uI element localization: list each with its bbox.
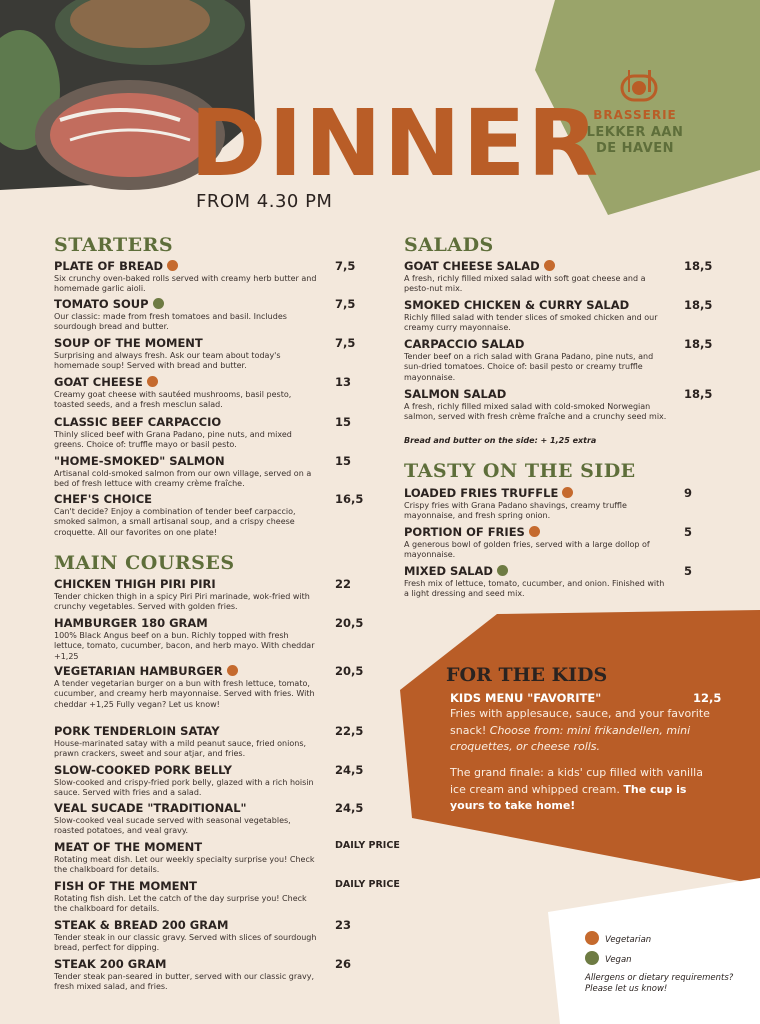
vegetarian-icon: [167, 260, 178, 271]
menu-item-name: MIXED SALAD: [404, 564, 734, 578]
menu-item-name: PORTION OF FRIES: [404, 525, 734, 539]
menu-item-name: STEAK & BREAD 200 GRAM: [54, 918, 229, 932]
menu-item-price: 7,5: [335, 297, 356, 311]
menu-item-name: GOAT CHEESE SALAD: [404, 259, 734, 273]
menu-item-price: 26: [335, 957, 352, 971]
salads-title: SALADS: [404, 234, 494, 256]
vegetarian-icon: [227, 665, 238, 676]
menu-item-description: Surprising and always fresh. Ask our team about today's homemade soup! Served with bread and butter.: [54, 351, 281, 371]
menu-item-price: 24,5: [335, 801, 364, 815]
menu-item-description: Artisanal cold-smoked salmon from our own village, served on a bed of fresh lettuce with creamy crème fraîche.: [54, 469, 312, 489]
kids-item-name: KIDS MENU "FAVORITE": [450, 691, 602, 705]
menu-item-name: SOUP OF THE MOMENT: [54, 336, 203, 350]
kids-item-price: 12,5: [693, 691, 722, 705]
menu-item-name: HAMBURGER 180 GRAM: [54, 616, 208, 630]
side-title: TASTY ON THE SIDE: [404, 460, 636, 482]
page-subtitle: FROM 4.30 PM: [196, 191, 333, 212]
menu-item-price: 15: [335, 454, 352, 468]
menu-item-price: 18,5: [684, 337, 713, 351]
menu-item-price: 20,5: [335, 616, 364, 630]
menu-item-name: "HOME-SMOKED" SALMON: [54, 454, 225, 468]
menu-item-name: LOADED FRIES TRUFFLE: [404, 486, 734, 500]
menu-item-description: Richly filled salad with tender slices of smoked chicken and our creamy curry mayonnaise.: [404, 313, 658, 333]
vegan-icon: [153, 298, 164, 309]
menu-item-description: Tender beef on a rich salad with Grana Padano, pine nuts, and sun-dried tomatoes. Choice of: basil pesto or creamy truffle mayonnaise.: [404, 352, 654, 382]
kids-text2-bold: The cup is yours to take home!: [450, 782, 687, 812]
menu-item-description: Thinly sliced beef with Grana Padano, pine nuts, and mixed greens. Choice of: truffle mayo or basil pesto.: [54, 430, 292, 450]
vegetarian-icon: [544, 260, 555, 271]
vegan-icon: [585, 951, 599, 965]
menu-item-description: 100% Black Angus beef on a bun. Richly topped with fresh lettuce, tomato, cucumber, bacon, and herb mayo. With cheddar +1,25: [54, 631, 315, 661]
kids-text2: The grand finale: a kids' cup filled with vanilla ice cream and whipped cream.: [450, 766, 703, 796]
vegetarian-icon: [562, 487, 573, 498]
menu-item-price: 22,5: [335, 724, 364, 738]
menu-item-price: 7,5: [335, 259, 356, 273]
menu-item-price: 24,5: [335, 763, 364, 777]
menu-item-name: STEAK 200 GRAM: [54, 957, 167, 971]
kids-title: FOR THE KIDS: [446, 664, 608, 686]
kids-text1: Fries with applesauce, sauce, and your favorite snack!: [450, 707, 710, 737]
menu-item-name: SLOW-COOKED PORK BELLY: [54, 763, 233, 777]
menu-item-description: Fresh mix of lettuce, tomato, cucumber, and onion. Finished with a light dressing and seed mix.: [404, 579, 665, 599]
vegetarian-icon: [585, 931, 599, 945]
brand-block: [560, 108, 710, 158]
menu-item-price: 23: [335, 918, 352, 932]
menu-item-name: SALMON SALAD: [404, 387, 507, 401]
menu-item-name: MEAT OF THE MOMENT: [54, 840, 203, 854]
menu-item-name: GOAT CHEESE: [54, 375, 384, 389]
menu-item-price: 5: [684, 525, 693, 539]
menu-item-name: CARPACCIO SALAD: [404, 337, 525, 351]
menu-item-name: CHICKEN THIGH PIRI PIRI: [54, 577, 216, 591]
menu-item-price: 15: [335, 415, 352, 429]
kids-description: [450, 706, 712, 756]
brand-line3: DE HAVEN: [595, 141, 675, 157]
menu-item-price: 18,5: [684, 259, 713, 273]
legend-vegetarian: [585, 931, 651, 945]
legend-vegan-label: Vegan: [605, 955, 632, 965]
menu-item-description: A fresh, richly filled mixed salad with cold-smoked Norwegian salmon, served with fresh crème fraîche and a crunchy seed mix.: [404, 402, 667, 422]
menu-item-price: 18,5: [684, 387, 713, 401]
menu-item-description: Slow-cooked veal sucade served with seasonal vegetables, roasted potatoes, and veal gravy.: [54, 816, 291, 836]
legend-vegetarian-label: Vegetarian: [605, 935, 652, 945]
fork-knife-logo-icon: [618, 70, 660, 102]
menu-item-price: 16,5: [335, 492, 364, 506]
vegetarian-icon: [147, 376, 158, 387]
menu-item-price: 5: [684, 564, 693, 578]
menu-item-description: A generous bowl of golden fries, served with a large dollop of mayonnaise.: [404, 540, 650, 560]
page-title: DINNER: [190, 90, 601, 197]
menu-item-name: CLASSIC BEEF CARPACCIO: [54, 415, 222, 429]
starters-title: STARTERS: [54, 234, 174, 256]
menu-item-description: Our classic: made from fresh tomatoes and basil. Includes sourdough bread and butter.: [54, 312, 287, 332]
main-courses-title: MAIN COURSES: [54, 552, 235, 574]
menu-item-description: Tender steak in our classic gravy. Served with slices of sourdough bread, perfect for dipping.: [54, 933, 317, 953]
menu-item-description: House-marinated satay with a mild peanut sauce, fried onions, prawn crackers, sweet and sour atjar, and fries.: [54, 739, 307, 759]
menu-item-name: CHEF'S CHOICE: [54, 492, 152, 506]
allergy-note: Allergens or dietary requirements? Please let us know!: [585, 973, 734, 995]
menu-item-price: DAILY PRICE: [335, 840, 400, 851]
menu-item-price: 20,5: [335, 664, 364, 678]
menu-item-description: Six crunchy oven-baked rolls served with creamy herb butter and homemade garlic aioli.: [54, 274, 317, 294]
menu-item-name: TOMATO SOUP: [54, 297, 384, 311]
legend-vegan: [585, 951, 632, 965]
menu-item-name: SMOKED CHICKEN & CURRY SALAD: [404, 298, 630, 312]
menu-item-description: Rotating meat dish. Let our weekly specialty surprise you! Check the chalkboard for details.: [54, 855, 315, 875]
menu-item-price: 22: [335, 577, 352, 591]
menu-item-description: A fresh, richly filled mixed salad with soft goat cheese and a pesto-nut mix.: [404, 274, 646, 294]
menu-item-name: PLATE OF BREAD: [54, 259, 384, 273]
menu-item-price: 9: [684, 486, 693, 500]
kids-finale: [450, 765, 712, 815]
menu-item-name: PORK TENDERLOIN SATAY: [54, 724, 220, 738]
menu-item-price: DAILY PRICE: [335, 879, 400, 890]
menu-item-description: Rotating fish dish. Let the catch of the day surprise you! Check the chalkboard for details.: [54, 894, 307, 914]
menu-item-description: A tender vegetarian burger on a bun with fresh lettuce, tomato, cucumber, and creamy herb mayonnaise. Served with fries. With cheddar +1,25 Fully vegan? Let us know!: [54, 679, 315, 709]
menu-item-description: Can't decide? Enjoy a combination of tender beef carpaccio, smoked salmon, a small artisanal soup, and a crispy cheese croquette. All our favorites on one plate!: [54, 507, 296, 537]
brand-line2: LEKKER AAN: [586, 125, 684, 140]
menu-item-price: 18,5: [684, 298, 713, 312]
menu-item-description: Slow-cooked and crispy-fried pork belly, glazed with a rich hoisin sauce. Served with fries and a salad.: [54, 778, 314, 798]
menu-item-name: FISH OF THE MOMENT: [54, 879, 197, 893]
menu-item-name: VEAL SUCADE "TRADITIONAL": [54, 801, 247, 815]
menu-item-description: Tender steak pan-seared in butter, served with our classic gravy, fresh mixed salad, and fries.: [54, 972, 315, 992]
menu-item-name: VEGETARIAN HAMBURGER: [54, 664, 384, 678]
menu-item-description: Crispy fries with Grana Padano shavings, creamy truffle mayonnaise, and fresh spring onion.: [404, 501, 627, 521]
vegan-icon: [497, 565, 508, 576]
brand-line1: BRASSERIE: [593, 108, 677, 122]
vegetarian-icon: [529, 526, 540, 537]
menu-item-price: 7,5: [335, 336, 356, 350]
menu-item-description: Tender chicken thigh in a spicy Piri Piri marinade, wok-fried with crunchy vegetables. Served with golden fries.: [54, 592, 310, 612]
salads-note: Bread and butter on the side: + 1,25 extra: [404, 436, 597, 445]
kids-text1-italic: Choose from: mini frikandellen, mini croquettes, or cheese rolls.: [450, 723, 691, 753]
menu-item-description: Creamy goat cheese with sautéed mushrooms, basil pesto, toasted seeds, and a fresh mesclun salad.: [54, 390, 292, 410]
legend-shape: [548, 878, 760, 1024]
menu-item-price: 13: [335, 375, 352, 389]
